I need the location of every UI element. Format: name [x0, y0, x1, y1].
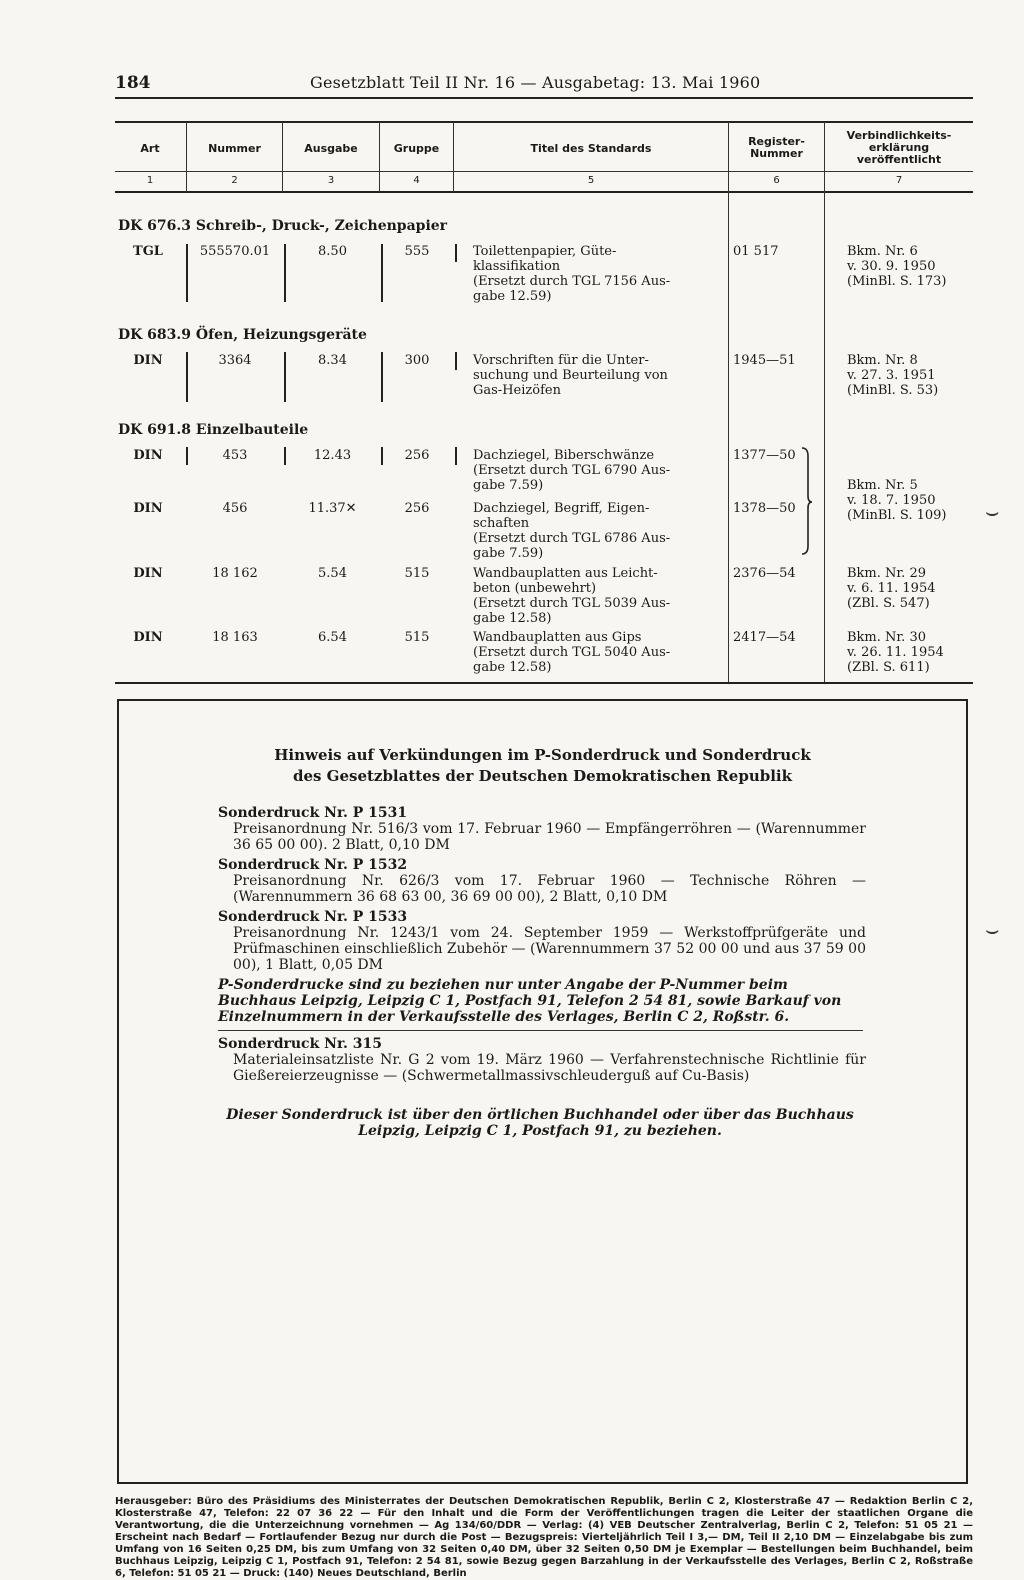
cell-gruppe: 256	[404, 448, 430, 463]
cell-ausgabe: 5.54	[318, 566, 347, 581]
column-header-art: Art	[140, 142, 160, 155]
column-number-rule-top	[115, 171, 973, 172]
column-number-3: 3	[327, 175, 335, 186]
sonderdruck-heading: Sonderdruck Nr. P 1532	[218, 857, 408, 873]
section-title: DK 691.8 Einzelbauteile	[118, 422, 309, 438]
column-number-2: 2	[231, 175, 238, 186]
cell-register: 01 517	[733, 244, 779, 259]
row-divider	[455, 447, 457, 465]
sonderdruck-heading: Sonderdruck Nr. P 1533	[218, 909, 408, 925]
column-header-gruppe: Gruppe	[393, 142, 440, 155]
cell-verbindlich: Bkm. Nr. 29 v. 6. 11. 1954 (ZBl. S. 547)	[847, 566, 936, 611]
notice-title-line2: des Gesetzblattes der Deutschen Demokratischen Republik	[292, 767, 793, 785]
header-divider	[379, 122, 380, 192]
column-number-rule-bottom	[115, 191, 973, 193]
cell-ausgabe: 11.37✕	[308, 501, 357, 516]
cell-ausgabe: 6.54	[318, 630, 347, 645]
header-divider	[186, 122, 187, 192]
cell-register: 1378—50	[733, 501, 796, 516]
cell-gruppe: 515	[404, 630, 430, 645]
row-divider	[284, 352, 286, 402]
column-header-nummer: Nummer	[208, 142, 261, 155]
brace-icon	[798, 446, 818, 556]
row-divider	[186, 447, 188, 465]
notice-title-line1: Hinweis auf Verkündungen im P-Sonderdruck und Sonderdruck	[274, 746, 811, 764]
p-sonderdruck-note: P-Sonderdrucke sind zu beziehen nur unter Angabe der P-Nummer beim Buchhaus Leipzig, Leipzig C 1, Postfach 91, Telefon 2 54 81, sowie Barkauf von Einzelnummern in der Verkaufsstelle des Verlages, Berlin C 2, Roßstr. 6.	[218, 977, 842, 1025]
cell-ausgabe: 8.34	[318, 353, 347, 368]
row-divider	[381, 447, 383, 465]
row-divider	[186, 352, 188, 402]
column-header-titel: Titel des Standards	[530, 142, 652, 155]
cell-art: DIN	[133, 566, 163, 581]
row-divider	[284, 447, 286, 465]
cell-register: 1945—51	[733, 353, 796, 368]
cell-gruppe: 300	[404, 353, 430, 368]
cell-verbindlich-grouped: Bkm. Nr. 5 v. 18. 7. 1950 (MinBl. S. 109)	[847, 478, 947, 523]
row-divider	[381, 352, 383, 402]
margin-mark: ⌣	[985, 918, 1000, 943]
sonderdruck-heading: Sonderdruck Nr. P 1531	[218, 805, 408, 821]
section-title: DK 683.9 Öfen, Heizungsgeräte	[118, 327, 367, 343]
cell-register: 2417—54	[733, 630, 796, 645]
cell-art: TGL	[133, 244, 163, 259]
column-divider-verbindlich	[824, 122, 825, 682]
cell-gruppe: 256	[404, 501, 430, 516]
cell-art: DIN	[133, 501, 163, 516]
cell-ausgabe: 12.43	[313, 448, 352, 463]
cell-register: 2376—54	[733, 566, 796, 581]
cell-nummer: 18 163	[212, 630, 258, 645]
cell-nummer: 453	[222, 448, 248, 463]
cell-verbindlich: Bkm. Nr. 8 v. 27. 3. 1951 (MinBl. S. 53)	[847, 353, 939, 398]
running-header: Gesetzblatt Teil II Nr. 16 — Ausgabetag: 13. Mai 1960	[310, 73, 761, 92]
section-title: DK 676.3 Schreib-, Druck-, Zeichenpapier	[118, 218, 448, 234]
table-bottom-rule	[115, 682, 973, 684]
header-divider	[282, 122, 283, 192]
cell-art: DIN	[133, 630, 163, 645]
sonderdruck-body: Preisanordnung Nr. 1243/1 vom 24. September 1959 — Werkstoffprüfgeräte und Prüfmaschinen einschließlich Zubehör — (Warennummern 37 52 00 00 und aus 37 59 00 00), 1 Blatt, 0,05 DM	[233, 925, 866, 973]
table-top-rule	[115, 121, 973, 123]
sonderdruck-body: Preisanordnung Nr. 516/3 vom 17. Februar 1960 — Empfängerröhren — (Warennummer 36 65 00 00). 2 Blatt, 0,10 DM	[233, 821, 866, 853]
cell-nummer: 555570.01	[199, 244, 271, 259]
sonderdruck-body: Materialeinsatzliste Nr. G 2 vom 19. März 1960 — Verfahrenstechnische Richtlinie für Gießereierzeugnisse — (Schwermetallmassivschleuderguß auf Cu-Basis)	[233, 1052, 866, 1084]
row-divider	[381, 244, 383, 302]
cell-titel: Vorschriften für die Unter- suchung und Beurteilung von Gas-Heizöfen	[473, 353, 668, 398]
cell-verbindlich: Bkm. Nr. 6 v. 30. 9. 1950 (MinBl. S. 173)	[847, 244, 947, 289]
column-number-7: 7	[895, 175, 903, 186]
cell-register: 1377—50	[733, 448, 796, 463]
row-divider	[455, 244, 457, 262]
header-divider	[453, 122, 454, 192]
cell-titel: Dachziegel, Biberschwänze (Ersetzt durch TGL 6790 Aus- gabe 7.59)	[473, 448, 671, 493]
cell-ausgabe: 8.50	[318, 244, 347, 259]
row-divider	[186, 244, 188, 302]
page-number: 184	[115, 73, 151, 93]
column-number-6: 6	[773, 175, 780, 186]
notice-separator	[218, 1030, 863, 1031]
column-number-1: 1	[146, 175, 154, 186]
cell-nummer: 456	[222, 501, 248, 516]
column-header-register: Register- Nummer	[748, 135, 805, 160]
column-divider-register	[728, 122, 729, 682]
column-number-5: 5	[587, 175, 595, 186]
cell-verbindlich: Bkm. Nr. 30 v. 26. 11. 1954 (ZBl. S. 611)	[847, 630, 944, 675]
row-divider	[284, 244, 286, 302]
header-rule	[115, 97, 973, 99]
sonderdruck-heading: Sonderdruck Nr. 315	[218, 1036, 383, 1052]
row-divider	[455, 352, 457, 370]
cell-art: DIN	[133, 353, 163, 368]
cell-titel: Toilettenpapier, Güte- klassifikation (Ersetzt durch TGL 7156 Aus- gabe 12.59)	[473, 244, 671, 304]
cell-art: DIN	[133, 448, 163, 463]
column-header-ausgabe: Ausgabe	[304, 142, 358, 155]
sonderdruck-note: Dieser Sonderdruck ist über den örtlichen Buchhandel oder über das Buchhaus Leipzig, Leipzig C 1, Postfach 91, zu beziehen.	[226, 1107, 854, 1139]
column-number-4: 4	[413, 175, 420, 186]
cell-titel: Wandbauplatten aus Gips (Ersetzt durch TGL 5040 Aus- gabe 12.58)	[473, 630, 671, 675]
cell-gruppe: 515	[404, 566, 430, 581]
margin-mark: ⌣	[985, 500, 1000, 525]
cell-gruppe: 555	[404, 244, 430, 259]
cell-nummer: 3364	[218, 353, 252, 368]
sonderdruck-body: Preisanordnung Nr. 626/3 vom 17. Februar 1960 — Technische Röhren — (Warennummern 36 68 63 00, 36 69 00 00), 2 Blatt, 0,10 DM	[233, 873, 866, 905]
cell-titel: Wandbauplatten aus Leicht- beton (unbewehrt) (Ersetzt durch TGL 5039 Aus- gabe 12.58)	[473, 566, 671, 626]
imprint-footer: Herausgeber: Büro des Präsidiums des Ministerrates der Deutschen Demokratischen Republik, Berlin C 2, Klosterstraße 47 — Redaktion Berlin C 2, Klosterstraße 47, Telefon: 22 07 36 22 — Für den Inhalt und die Form der Veröffentlichungen tragen die Leiter der staatlichen Organe die Verantwortung, die die Unterzeichnung vornehmen — Ag 134/60/DDR — Verlag: (4) VEB Deutscher Zentralverlag, Berlin C 2, Telefon: 51 05 21 — Erscheint nach Bedarf — Fortlaufender Bezug nur durch die Post — Bezugspreis: Vierteljährlich Teil I 3,— DM, Teil II 2,10 DM — Einzelabgabe bis zum Umfang von 16 Seiten 0,25 DM, bis zum Umfang von 32 Seiten 0,40 DM, über 32 Seiten 0,50 DM je Exemplar — Bestellungen beim Buchhandel, beim Buchhaus Leipzig, Leipzig C 1, Postfach 91, Telefon: 2 54 81, sowie Bezug gegen Barzahlung in der Verkaufsstelle des Verlages, Berlin C 2, Roßstraße 6, Telefon: 51 05 21 — Druck: (140) Neues Deutschland, Berlin	[115, 1496, 973, 1579]
cell-nummer: 18 162	[212, 566, 258, 581]
column-header-verbindlich: Verbindlichkeits- erklärung veröffentlicht	[846, 129, 952, 166]
cell-titel: Dachziegel, Begriff, Eigen- schaften (Ersetzt durch TGL 6786 Aus- gabe 7.59)	[473, 501, 671, 561]
